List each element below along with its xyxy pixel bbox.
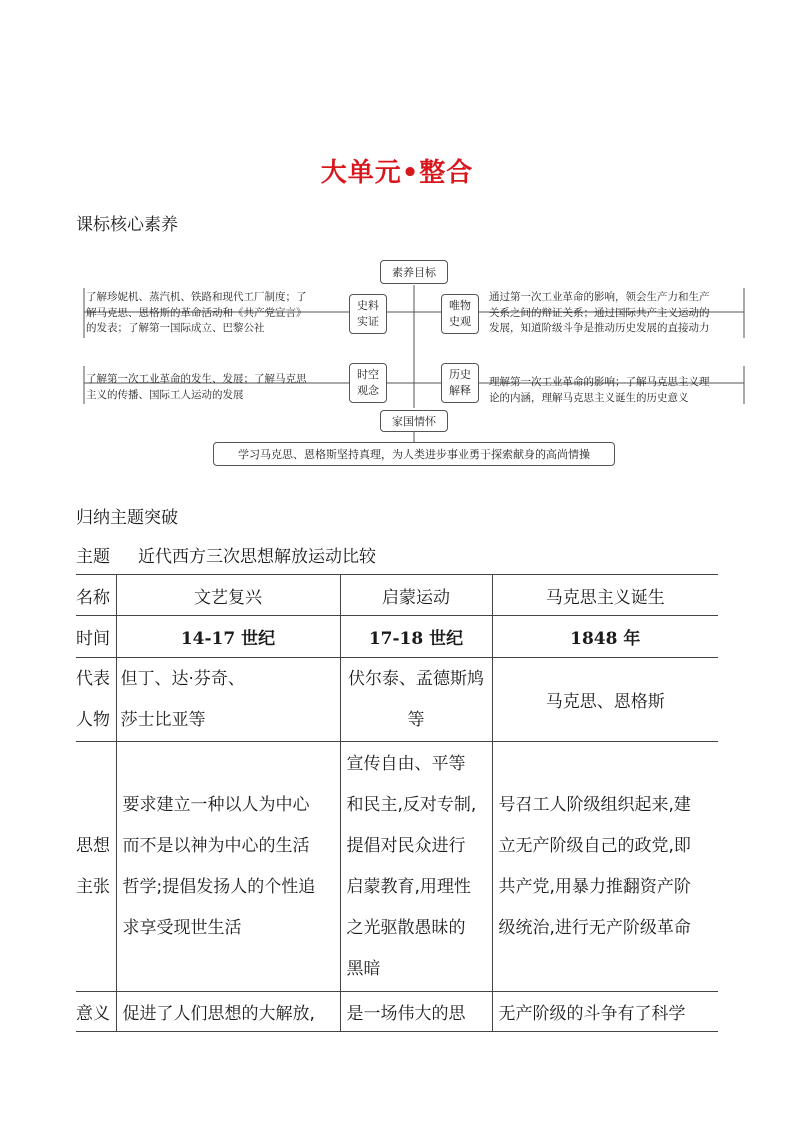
table-cell (76, 742, 116, 992)
table-cell (492, 742, 718, 992)
table-cell (116, 742, 340, 992)
right-bottom-text-line: 理解第一次工业革命的影响；了解马克思主义理 (489, 376, 710, 388)
node-label: 唯物 (449, 299, 471, 312)
cell-line: 宣传自由、平等 (346, 753, 466, 774)
node-label: 史观 (449, 315, 471, 328)
root-node (380, 260, 448, 284)
right-top-text (489, 290, 747, 337)
right-top-text-line: 关系之间的辩证关系；通过国际共产主义运动的 (489, 306, 710, 319)
node-historical-interpretation (441, 363, 479, 403)
cell-line: 级统治,进行无产阶级革命 (498, 917, 691, 938)
node-historical-materialism (441, 294, 479, 334)
right-bottom-text-line: 论的内涵，理解马克思主义诞生的历史意义 (489, 391, 689, 404)
section-heading-core: 课标核心素养 (76, 215, 178, 235)
table-cell: 是一场伟大的思 (340, 992, 492, 1032)
table-cell: 1848 年 (492, 616, 718, 658)
table-cell: 14-17 世纪 (116, 616, 340, 658)
cell-line: 主张 (76, 876, 110, 897)
left-bottom-text-line: 了解第一次工业革命的发生、发展；了解马克思 (86, 373, 307, 385)
node-label: 观念 (357, 384, 379, 397)
table-cell: 马克思、恩格斯 (492, 658, 718, 742)
cell-line: 提倡对民众进行 (346, 835, 466, 856)
cell-line: 但丁、达·芬奇、 (120, 668, 245, 689)
left-top-text-line: 了解珍妮机、蒸汽机、铁路和现代工厂制度；了 (86, 291, 307, 303)
root-node-label: 素养目标 (392, 265, 436, 279)
topic-label: 主题 (76, 547, 110, 567)
node-label: 实证 (357, 315, 379, 328)
left-top-text-line: 解马克思、恩格斯的革命活动和《共产党宣言》 (86, 306, 307, 319)
table-row (76, 742, 718, 992)
table-cell: 无产阶级的斗争有了科学 (492, 992, 718, 1032)
bottom-text: 学习马克思、恩格斯坚持真理，为人类进步事业勇于探索献身的高尚情操 (238, 447, 590, 461)
cell-line: 和民主,反对专制, (346, 794, 477, 815)
cell-line: 启蒙教育,用理性 (346, 876, 471, 897)
node-patriotism (380, 410, 448, 432)
left-bottom-text-line: 主义的传播、国际工人运动的发展 (86, 388, 244, 401)
table-cell: 名称 (76, 575, 116, 616)
topic-line (76, 542, 376, 567)
cell-line: 等 (407, 709, 425, 730)
table-cell: 促进了人们思想的大解放, (116, 992, 340, 1032)
cell-line: 共产党,用暴力推翻资产阶 (498, 876, 691, 897)
table-row (76, 992, 718, 1032)
cell-line: 人物 (76, 709, 110, 730)
cell-line: 代表 (76, 668, 110, 689)
table-cell: 意义 (76, 992, 116, 1032)
right-top-text-line: 发展，知道阶级斗争是推动历史发展的直接动力 (489, 322, 710, 334)
node-label: 家国情怀 (392, 414, 436, 428)
table-cell (116, 658, 340, 742)
comparison-table (76, 574, 718, 1032)
cell-line: 黑暗 (346, 958, 381, 979)
bottom-text-box (213, 442, 615, 466)
table-row (76, 575, 718, 616)
section-heading-summary: 归纳主题突破 (76, 508, 178, 528)
cell-line: 莎士比亚等 (120, 709, 206, 730)
left-top-text (86, 290, 348, 337)
node-label: 时空 (357, 368, 379, 381)
table-cell: 时间 (76, 616, 116, 658)
left-top-text-line: 的发表；了解第一国际成立、巴黎公社 (86, 322, 265, 334)
cell-line: 思想 (76, 835, 110, 856)
page-title: 大单元•整合 (320, 158, 474, 188)
table-cell (340, 742, 492, 992)
table-cell: 文艺复兴 (116, 575, 340, 616)
left-bottom-text (86, 372, 348, 403)
core-literacy-diagram (0, 250, 794, 475)
table-cell (340, 658, 492, 742)
node-label: 史料 (357, 299, 379, 312)
right-bottom-text (489, 375, 747, 406)
cell-line: 求享受现世生活 (122, 917, 242, 938)
table-row (76, 658, 718, 742)
table-cell: 启蒙运动 (340, 575, 492, 616)
cell-line: 哲学;提倡发扬人的个性追 (122, 876, 316, 897)
cell-line: 号召工人阶级组织起来,建 (498, 794, 691, 815)
cell-line: 要求建立一种以人为中心 (122, 794, 310, 815)
cell-line: 伏尔泰、孟德斯鸠 (348, 668, 484, 689)
node-space-time (349, 363, 387, 403)
right-top-text-line: 通过第一次工业革命的影响，领会生产力和生产 (489, 291, 710, 303)
table-cell (76, 658, 116, 742)
table-row (76, 616, 718, 658)
table-cell: 马克思主义诞生 (492, 575, 718, 616)
cell-line: 而不是以神为中心的生活 (122, 835, 310, 856)
node-historical-evidence (349, 294, 387, 334)
node-label: 解释 (449, 384, 471, 397)
node-label: 历史 (449, 368, 471, 381)
cell-line: 之光驱散愚昧的 (346, 917, 466, 938)
cell-line: 立无产阶级自己的政党,即 (498, 835, 691, 856)
topic-name: 近代西方三次思想解放运动比较 (138, 547, 376, 567)
table-cell: 17-18 世纪 (340, 616, 492, 658)
